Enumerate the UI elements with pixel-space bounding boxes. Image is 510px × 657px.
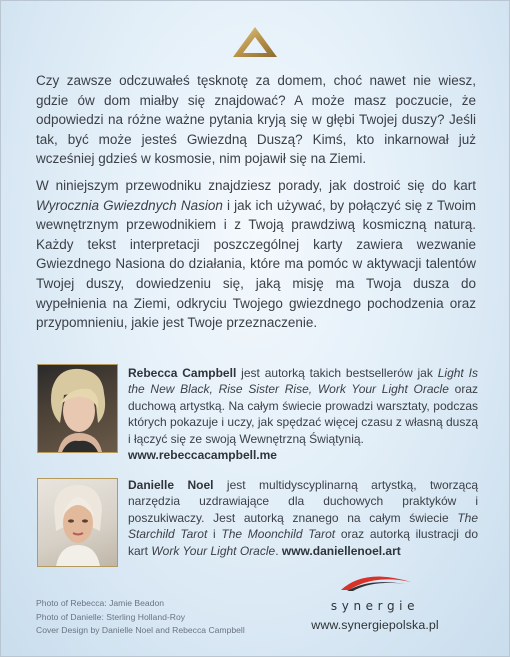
credit-cover-design: Cover Design by Danielle Noel and Rebecca Campbell (36, 625, 245, 636)
photo-credits (36, 597, 296, 638)
work-your-light-title: Work Your Light Oracle (151, 543, 276, 558)
publisher-name: synergie (330, 599, 420, 613)
rebecca-website-link[interactable]: www.rebeccacampbell.me (128, 448, 277, 463)
publisher-website-link[interactable]: www.synergiepolska.pl (311, 618, 439, 632)
bio2-text-4: . (275, 543, 282, 558)
bio2-text-2: i (207, 527, 222, 542)
rebecca-bio (128, 365, 478, 463)
moonchild-title: The Moonchild Tarot (221, 527, 336, 542)
bio2-text-3: oraz autorką ilustracji do kart (128, 527, 478, 558)
danielle-name: Danielle Noel (128, 478, 214, 492)
rebecca-photo (37, 364, 118, 453)
publisher-block (300, 570, 450, 632)
rebecca-books: Light Is the New Black, Rise Sister Rise, Work Your Light Oracle (128, 366, 478, 397)
intro-text (36, 71, 476, 340)
danielle-photo (37, 478, 118, 567)
rebecca-name: Rebecca Campbell (128, 366, 237, 380)
danielle-website-link[interactable]: www.daniellenoel.art (281, 543, 401, 558)
synergie-swoosh-icon (335, 570, 415, 592)
bio1-text-1: jest autorką takich bestsellerów jak (236, 366, 438, 380)
intro-p2-start: W niniejszym przewodniku znajdziesz porady, jak dostroić się do kart (36, 177, 476, 193)
credit-danielle: Photo of Danielle: Sterling Holland-Roy (36, 611, 186, 622)
intro-p2-end: i jak ich używać, by połączyć się z Twoim wewnętrznym przewodnikiem i z Twoją prawdziwą kosmiczną naturą. Każdy tekst interpretacji poszczególnej karty zawiera wezwanie Gwiezdnego Nasiona do działania, które ma pomóc w aktywacji talentów Twojej duszy, dowiedzeniu się, jaką misję ma Twoja dusza do wypełnienia na Ziemi, odkryciu Twojego gwiezdnego pochodzenia oraz przypomnieniu, jakie jest Twoje przeznaczenie. (36, 197, 476, 331)
credit-rebecca: Photo of Rebecca: Jamie Beadon (36, 598, 165, 608)
triangle-logo-icon (232, 26, 278, 58)
bio1-text-2: oraz duchową artystką. Na całym świecie prowadzi warsztaty, podczas których pokazuje i uczy, jak spędzać więcej czasu z własną duszą i łączyć się ze swoją Wewnętrzną Świątynią. (128, 382, 478, 446)
starchild-title: The Starchild Tarot (128, 510, 478, 542)
intro-paragraph-2 (36, 176, 476, 333)
bio2-text-1: jest multidyscyplinarną artystką, tworzącą narzędzia uzdrawiające dla duchowych praktyków i poszukiwaczy. Jest autorką znanego na całym świecie (128, 478, 478, 525)
intro-paragraph-1: Czy zawsze odczuwałeś tęsknotę za domem, choć nawet nie wiesz, gdzie ów dom miałby się znajdować? A może masz poczucie, że odpowiedzi na różne ważne pytania kryją się w głębi Twojej duszy? Jeśli tak, być może jesteś Gwiezdną Duszą? Kimś, kto inkarnował już wcześniej gdzieś w kosmosie, nim pojawił się na Ziemi. (36, 73, 476, 167)
deck-title: Wyrocznia Gwiezdnych Nasion (36, 197, 223, 213)
danielle-bio (128, 477, 478, 559)
